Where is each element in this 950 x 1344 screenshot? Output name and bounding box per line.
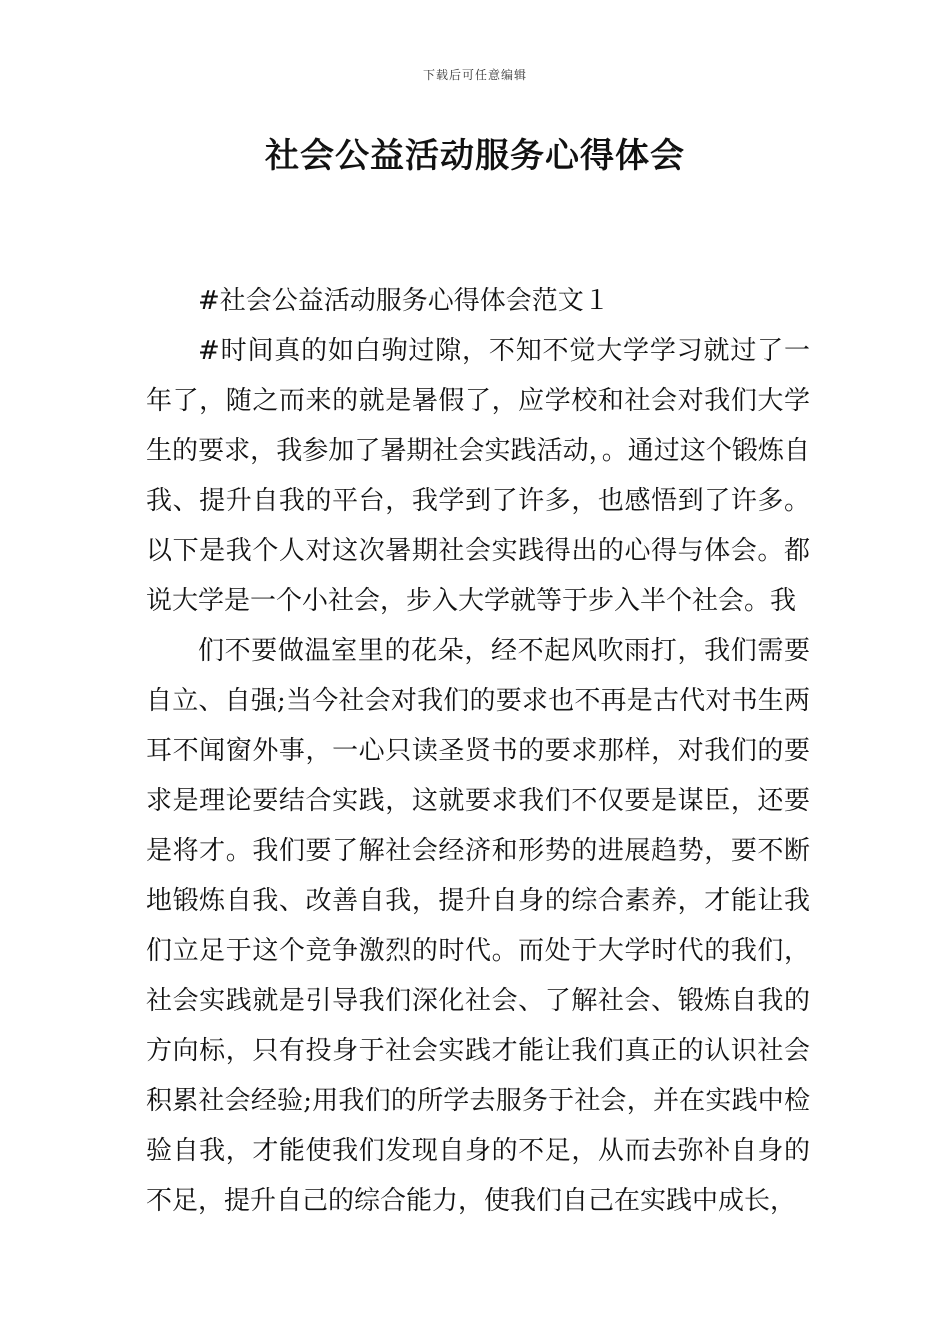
paragraph-2: 们不要做温室里的花朵，经不起风吹雨打，我们需要自立、自强;当今社会对我们的要求也不再是古代对书生两耳不闻窗外事，一心只读圣贤书的要求那样，对我们的要求是理论要结合实践，这就要求我们不仅要是谋臣，还要是将才。我们要了解社会经济和形势的进展趋势，要不断地锻炼自我、改善自我，提升自身的综合素养，才能让我们立足于这个竞争激烈的时代。而处于大学时代的我们，社会实践就是引导我们深化社会、了解社会、锻炼自我的方向标，只有投身于社会实践才能让我们真正的认识社会积累社会经验;用我们的所学去服务于社会，并在实践中检验自我，才能使我们发现自身的不足，从而去弥补自身的不足，提升自己的综合能力，使我们自己在实践中成长， <box>146 636 810 1216</box>
paragraph-1: #时间真的如白驹过隙，不知不觉大学学习就过了一年了，随之而来的就是暑假了，应学校和社会对我们大学生的要求，我参加了暑期社会实践活动，。通过这个锻炼自我、提升自我的平台，我学到了许多，也感悟到了许多。以下是我个人对这次暑期社会实践得出的心得与体会。都说大学是一个小社会，步入大学就等于步入半个社会。我 <box>146 336 810 616</box>
paragraph-subtitle: #社会公益活动服务心得体会范文１ <box>198 286 610 316</box>
header-note: 下载后可任意编辑 <box>422 68 527 82</box>
document-body <box>146 276 810 1226</box>
document-title: 社会公益活动服务心得体会 <box>265 136 685 176</box>
